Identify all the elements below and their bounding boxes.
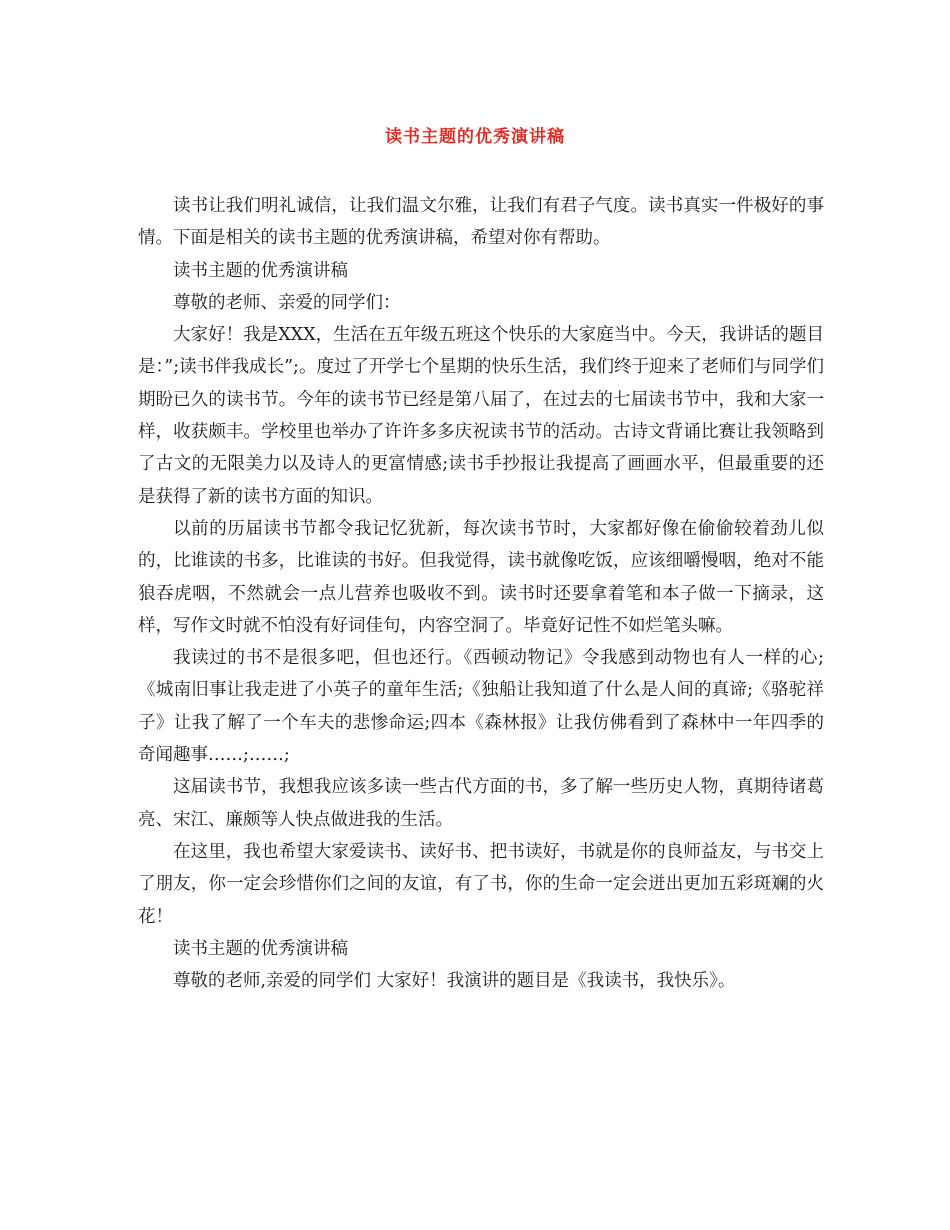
salutation: 尊敬的老师,亲爱的同学们 大家好！我演讲的题目是《我读书，我快乐》。	[173, 971, 736, 992]
paragraph: 大家好！我是XXX，生活在五年级五班这个快乐的大家庭当中。今天，我讲话的题目是：”;读书伴我成长”;。度过了开学七个星期的快乐生活，我们终于迎来了老师们与同学们期盼已久的读书节。今年的读书节已经是第八届了，在过去的七届读书节中，我和大家一样，收获颇丰。学校里也举办了许许多多庆祝读书节的活动。古诗文背诵比赛让我领略到了古文的无限美力以及诗人的更富情感;读书手抄报让我提高了画画水平，但最重要的还是获得了新的读书方面的知识。	[138, 325, 824, 507]
section-heading: 读书主题的优秀演讲稿	[173, 260, 348, 281]
salutation: 尊敬的老师、亲爱的同学们：	[173, 292, 401, 313]
section-heading: 读书主题的优秀演讲稿	[173, 938, 348, 959]
paragraph: 在这里，我也希望大家爱读书、读好书、把书读好，书就是你的良师益友，与书交上了朋友，你一定会珍惜你们之间的友谊，有了书，你的生命一定会迸出更加五彩斑斓的火花！	[138, 841, 824, 927]
paragraph: 这届读书节，我想我应该多读一些古代方面的书，多了解一些历史人物，真期待诸葛亮、宋江、廉颇等人快点做进我的生活。	[138, 777, 824, 830]
document-title: 读书主题的优秀演讲稿	[385, 127, 565, 147]
paragraph-intro: 读书让我们明礼诚信，让我们温文尔雅，让我们有君子气度。读书真实一件极好的事情。下面是相关的读书主题的优秀演讲稿，希望对你有帮助。	[138, 196, 824, 249]
document-body	[138, 190, 824, 997]
paragraph: 我读过的书不是很多吧，但也还行。《西顿动物记》令我感到动物也有人一样的心;《城南旧事让我走进了小英子的童年生活;《独船让我知道了什么是人间的真谛;《骆驼祥子》让我了解了一个车夫的悲惨命运;四本《森林报》让我仿佛看到了森林中一年四季的奇闻趣事……;……;	[138, 648, 824, 766]
paragraph: 以前的历届读书节都令我记忆犹新，每次读书节时，大家都好像在偷偷较着劲儿似的，比谁读的书多，比谁读的书好。但我觉得，读书就像吃饭，应该细嚼慢咽，绝对不能狼吞虎咽，不然就会一点儿营养也吸收不到。读书时还要拿着笔和本子做一下摘录，这样，写作文时就不怕没有好词佳句，内容空洞了。毕竟好记性不如烂笔头嘛。	[138, 518, 824, 636]
